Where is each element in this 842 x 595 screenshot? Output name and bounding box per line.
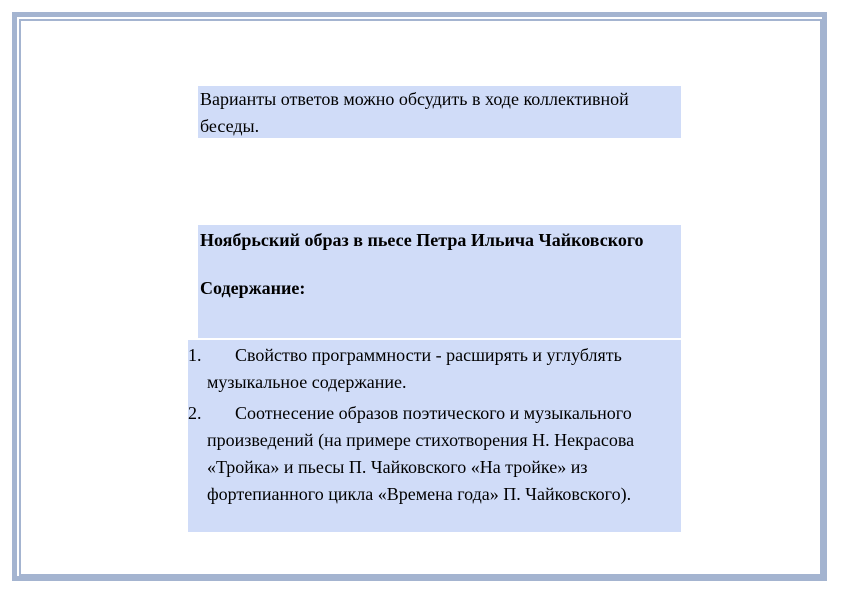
slide-title: Ноябрьский образ в пьесе Петра Ильича Чайковского xyxy=(200,230,644,250)
list-item-number: 2. xyxy=(188,403,202,423)
list-item-text: Свойство программности - расширять и углублять музыкальное содержание. xyxy=(207,345,622,392)
list-item-number: 1. xyxy=(188,345,202,365)
intro-text-box xyxy=(198,86,681,138)
list-item xyxy=(188,342,681,396)
heading-box xyxy=(198,225,681,338)
section-label: Содержание: xyxy=(200,278,306,298)
content-list xyxy=(188,340,681,532)
list-item xyxy=(188,400,681,508)
list-item-text: Соотнесение образов поэтического и музыкального произведений (на примере стихотворения Н. Некрасова «Тройка» и пьесы П. Чайковского «На тройке» из фортепианного цикла «Времена года» П. Чайковского). xyxy=(207,403,635,504)
intro-text: Варианты ответов можно обсудить в ходе коллективной беседы. xyxy=(200,89,629,136)
